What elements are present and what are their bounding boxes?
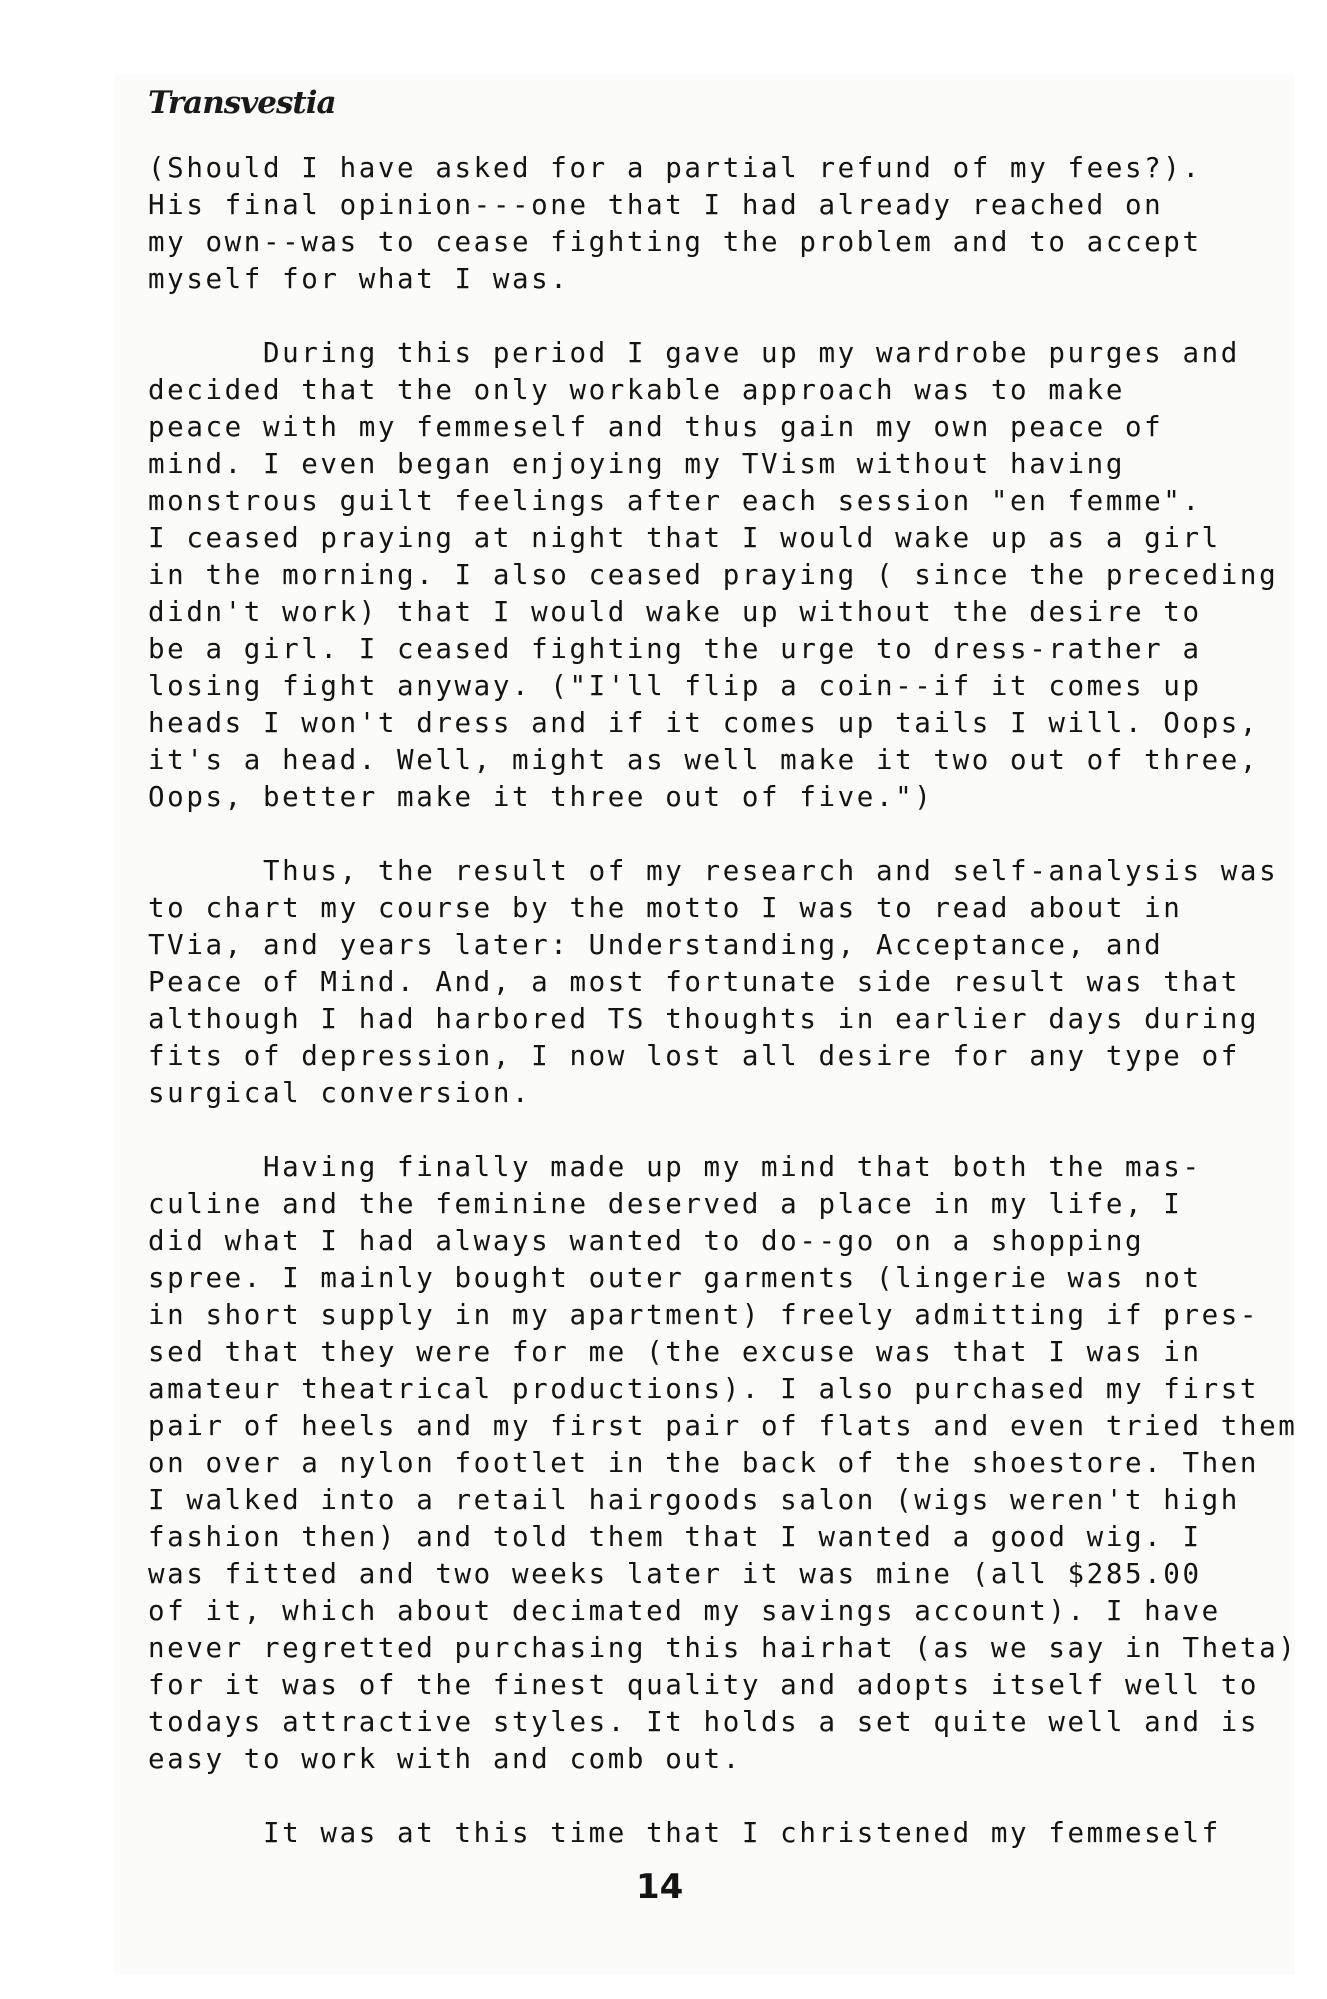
text-line: surgical conversion.	[148, 1077, 532, 1109]
text-line: of it, which about decimated my savings account). I have	[148, 1595, 1221, 1627]
text-line: my own--was to cease fighting the problem and to accept	[148, 226, 1202, 258]
paragraph-1	[148, 150, 1288, 298]
text-line: fashion then) and told them that I wanted a good wig. I	[148, 1521, 1202, 1553]
text-line: amateur theatrical productions). I also purchased my first	[148, 1373, 1260, 1405]
text-line: Oops, better make it three out of five.")	[148, 781, 934, 813]
text-line: During this period I gave up my wardrobe purges and	[148, 337, 1240, 369]
page-number: 14	[636, 1867, 684, 1907]
text-line: Having finally made up my mind that both the mas-	[148, 1151, 1202, 1183]
text-line: monstrous guilt feelings after each session "en femme".	[148, 485, 1202, 517]
text-line: losing fight anyway. ("I'll flip a coin--if it comes up	[148, 670, 1202, 702]
text-line: His final opinion---one that I had already reached on	[148, 189, 1164, 221]
text-line: todays attractive styles. It holds a set quite well and is	[148, 1706, 1260, 1738]
text-line: easy to work with and comb out.	[148, 1743, 742, 1775]
text-line: sed that they were for me (the excuse was that I was in	[148, 1336, 1202, 1368]
article-body	[148, 150, 1298, 1852]
text-line: was fitted and two weeks later it was mine (all $285.00	[148, 1558, 1202, 1590]
text-line: I walked into a retail hairgoods salon (wigs weren't high	[148, 1484, 1240, 1516]
text-line: peace with my femmeself and thus gain my own peace of	[148, 411, 1164, 443]
text-line: be a girl. I ceased fighting the urge to dress-rather a	[148, 633, 1202, 665]
text-line: although I had harbored TS thoughts in earlier days during	[148, 1003, 1260, 1035]
paragraph-5	[148, 1815, 1288, 1852]
text-line: heads I won't dress and if it comes up tails I will. Oops,	[148, 707, 1260, 739]
paragraph-4	[148, 1149, 1298, 1778]
text-line: to chart my course by the motto I was to read about in	[148, 892, 1183, 924]
masthead-title: Transvestia	[148, 85, 336, 121]
paragraph-2	[148, 335, 1288, 816]
text-line: on over a nylon footlet in the back of the shoestore. Then	[148, 1447, 1260, 1479]
text-line: I ceased praying at night that I would wake up as a girl	[148, 522, 1221, 554]
text-line: it's a head. Well, might as well make it two out of three,	[148, 744, 1260, 776]
paragraph-3	[148, 853, 1288, 1112]
text-line: spree. I mainly bought outer garments (lingerie was not	[148, 1262, 1202, 1294]
text-line: Thus, the result of my research and self-analysis was	[148, 855, 1279, 887]
text-line: (Should I have asked for a partial refund of my fees?).	[148, 152, 1202, 184]
text-line: decided that the only workable approach was to make	[148, 374, 1125, 406]
text-line: for it was of the finest quality and adopts itself well to	[148, 1669, 1260, 1701]
text-line: It was at this time that I christened my femmeself	[148, 1817, 1221, 1849]
text-line: culine and the feminine deserved a place in my life, I	[148, 1188, 1183, 1220]
text-line: never regretted purchasing this hairhat (as we say in Theta)	[148, 1632, 1298, 1664]
text-line: TVia, and years later: Understanding, Acceptance, and	[148, 929, 1164, 961]
text-line: mind. I even began enjoying my TVism without having	[148, 448, 1125, 480]
text-line: pair of heels and my first pair of flats and even tried them	[148, 1410, 1298, 1442]
text-line: in short supply in my apartment) freely admitting if pres-	[148, 1299, 1260, 1331]
text-line: in the morning. I also ceased praying ( since the preceding	[148, 559, 1279, 591]
text-line: fits of depression, I now lost all desire for any type of	[148, 1040, 1240, 1072]
text-line: myself for what I was.	[148, 263, 570, 295]
text-line: Peace of Mind. And, a most fortunate side result was that	[148, 966, 1240, 998]
text-line: didn't work) that I would wake up without the desire to	[148, 596, 1202, 628]
text-line: did what I had always wanted to do--go on a shopping	[148, 1225, 1145, 1257]
